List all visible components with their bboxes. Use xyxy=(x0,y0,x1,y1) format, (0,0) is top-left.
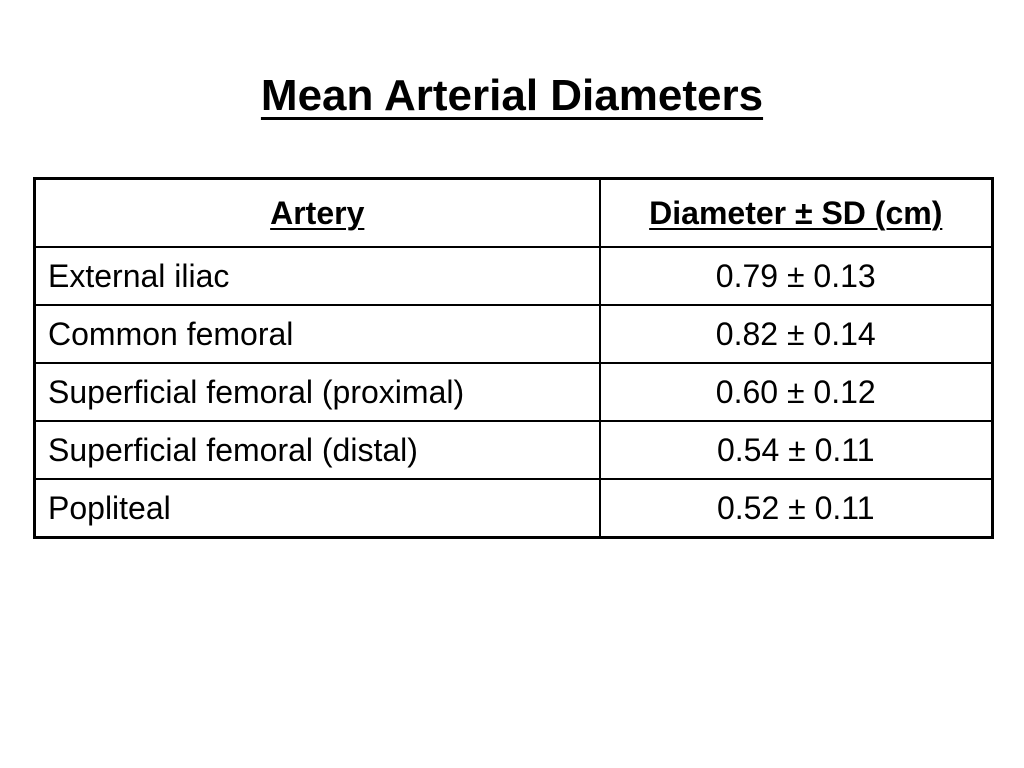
column-header-artery: Artery xyxy=(35,179,600,248)
page-title: Mean Arterial Diameters xyxy=(260,71,764,120)
table-header-row xyxy=(35,179,993,248)
diameter-value-cell: 0.79 ± 0.13 xyxy=(600,247,993,305)
table-row xyxy=(35,305,993,363)
artery-name-cell: Popliteal xyxy=(35,479,600,538)
table-row xyxy=(35,363,993,421)
diameter-value-cell: 0.60 ± 0.12 xyxy=(600,363,993,421)
table-row xyxy=(35,479,993,538)
artery-name-cell: External iliac xyxy=(35,247,600,305)
diameter-value-cell: 0.52 ± 0.11 xyxy=(600,479,993,538)
column-header-diameter: Diameter ± SD (cm) xyxy=(600,179,993,248)
arterial-diameter-table xyxy=(33,177,994,539)
artery-name-cell: Common femoral xyxy=(35,305,600,363)
table-row xyxy=(35,421,993,479)
artery-name-cell: Superficial femoral (distal) xyxy=(35,421,600,479)
table-row xyxy=(35,247,993,305)
diameter-value-cell: 0.82 ± 0.14 xyxy=(600,305,993,363)
artery-name-cell: Superficial femoral (proximal) xyxy=(35,363,600,421)
diameter-value-cell: 0.54 ± 0.11 xyxy=(600,421,993,479)
